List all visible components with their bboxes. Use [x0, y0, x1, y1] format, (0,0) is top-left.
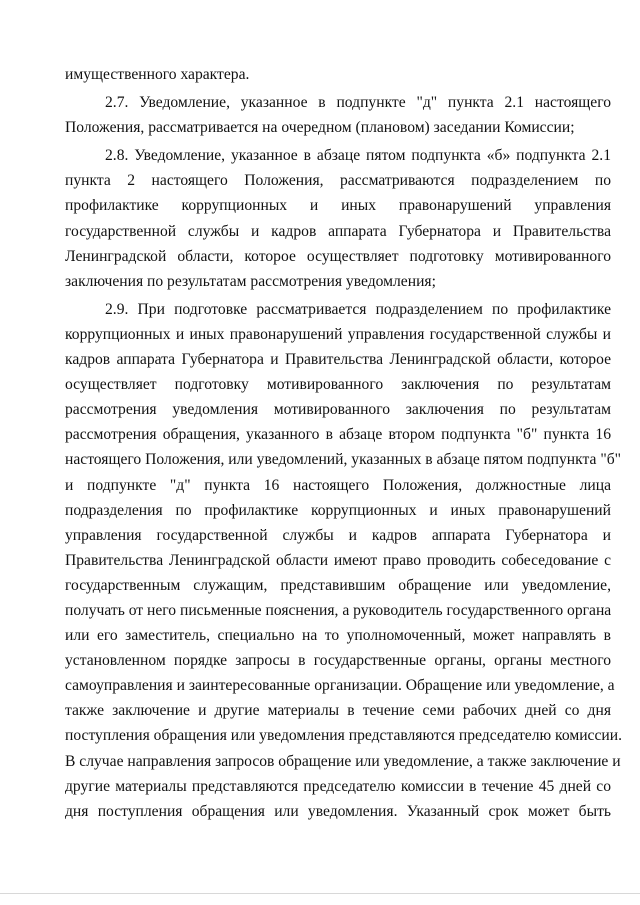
- text-line: имущественного характера.: [65, 66, 250, 83]
- text-line: 2.9. При подготовке рассматривается подразделением по профилактике: [105, 300, 611, 318]
- text-line: Правительства Ленинградской области имеют право проводить собеседование с: [65, 551, 611, 569]
- text-line: и подпункте "д" пункта 16 настоящего Положения, должностные лица: [65, 476, 611, 494]
- text-line: поступления обращения или уведомления представляются председателю комиссии.: [65, 727, 622, 745]
- text-line: установленном порядке запросы в государственные органы, органы местного: [65, 652, 611, 670]
- text-line: Положения, рассматривается на очередном (плановом) заседании Комиссии;: [65, 119, 575, 137]
- document-body: [65, 62, 622, 824]
- text-line: осуществляет подготовку мотивированного заключения по результатам: [65, 376, 611, 394]
- text-line: заключения по результатам рассмотрения уведомления;: [65, 272, 436, 290]
- paragraph-continuation: [65, 62, 611, 87]
- text-line: 2.7. Уведомление, указанное в подпункте "д" пункта 2.1 настоящего: [105, 94, 611, 112]
- text-line: дня поступления обращения или уведомления. Указанный срок может быть: [65, 802, 611, 820]
- text-line: другие материалы представляются председателю комиссии в течение 45 дней со: [65, 777, 611, 795]
- text-line: управления государственной службы и кадров аппарата Губернатора и: [65, 526, 611, 544]
- text-line: рассмотрения обращения, указанного в абзаце втором подпункта "б" пункта 16: [65, 426, 611, 444]
- text-line: самоуправления и заинтересованные организации. Обращение или уведомление, а: [65, 677, 615, 695]
- paragraph-2-7: [65, 90, 611, 140]
- scan-edge-line: [0, 893, 640, 894]
- text-line: или его заместитель, специально на то уполномоченный, может направлять в: [65, 627, 611, 645]
- text-line: пункта 2 настоящего Положения, рассматриваются подразделением по: [65, 172, 611, 190]
- text-line: настоящего Положения, или уведомлений, указанных в абзаце пятом подпункта "б": [65, 451, 622, 469]
- text-line: 2.8. Уведомление, указанное в абзаце пятом подпункта «б» подпункта 2.1: [105, 147, 611, 165]
- text-line: кадров аппарата Губернатора и Правительства Ленинградской области, которое: [65, 351, 611, 369]
- paragraph-2-9: [65, 297, 622, 824]
- text-line: подразделения по профилактике коррупционных и иных правонарушений: [65, 501, 611, 519]
- text-line: государственным служащим, представившим обращение или уведомление,: [65, 576, 611, 594]
- text-line: В случае направления запросов обращение или уведомление, а также заключение и: [65, 752, 621, 770]
- paragraph-2-8: [65, 143, 611, 294]
- text-line: также заключение и другие материалы в течение семи рабочих дней со дня: [65, 702, 611, 720]
- text-line: профилактике коррупционных и иных правонарушений управления: [65, 197, 611, 215]
- text-line: рассмотрения уведомления мотивированного заключения по результатам: [65, 401, 611, 419]
- text-line: коррупционных и иных правонарушений управления государственной службы и: [65, 325, 611, 343]
- text-line: Ленинградской области, которое осуществляет подготовку мотивированного: [65, 247, 611, 265]
- text-line: государственной службы и кадров аппарата Губернатора и Правительства: [65, 222, 611, 240]
- text-line: получать от него письменные пояснения, а руководитель государственного органа: [65, 601, 612, 619]
